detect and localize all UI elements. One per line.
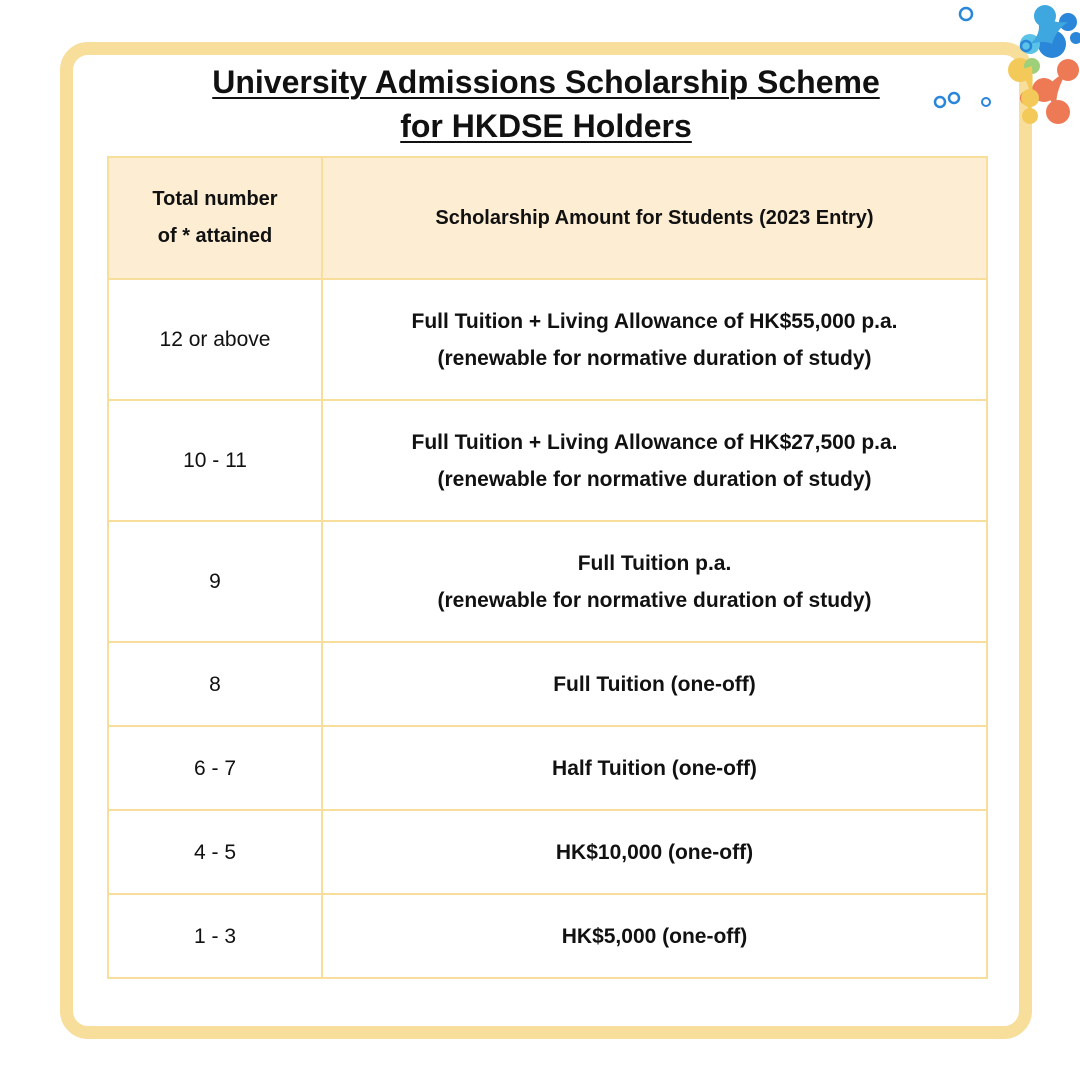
header-col1-line2: of * attained	[157, 225, 273, 247]
row-count: 9	[108, 521, 322, 642]
row-count: 1 - 3	[108, 894, 322, 978]
amount-line1: Full Tuition + Living Allowance of HK$27,500 p.a.	[411, 430, 898, 454]
row-amount	[322, 279, 987, 400]
row-count: 6 - 7	[108, 726, 322, 810]
table-row	[108, 279, 987, 400]
row-amount: HK$5,000 (one-off)	[322, 894, 987, 978]
page-title	[0, 60, 1080, 148]
scholarship-table	[107, 156, 988, 979]
row-count: 12 or above	[108, 279, 322, 400]
table-header-row	[108, 157, 987, 279]
table-row	[108, 642, 987, 726]
amount-line1: Full Tuition p.a.	[577, 551, 732, 575]
table-row	[108, 726, 987, 810]
row-amount: Half Tuition (one-off)	[322, 726, 987, 810]
header-col1-line1: Total number	[152, 188, 278, 210]
row-count: 8	[108, 642, 322, 726]
amount-line2: (renewable for normative duration of study)	[437, 467, 872, 491]
table-row	[108, 521, 987, 642]
row-amount: Full Tuition (one-off)	[322, 642, 987, 726]
row-count: 10 - 11	[108, 400, 322, 521]
row-count: 4 - 5	[108, 810, 322, 894]
header-scholarship-amount: Scholarship Amount for Students (2023 Entry)	[322, 157, 987, 279]
row-amount: HK$10,000 (one-off)	[322, 810, 987, 894]
row-amount	[322, 400, 987, 521]
amount-line2: (renewable for normative duration of study)	[437, 588, 872, 612]
table-row	[108, 400, 987, 521]
row-amount	[322, 521, 987, 642]
amount-line1: Full Tuition + Living Allowance of HK$55,000 p.a.	[411, 309, 898, 333]
header-total-number	[108, 157, 322, 279]
amount-line2: (renewable for normative duration of study)	[437, 346, 872, 370]
title-line-2: for HKDSE Holders	[400, 108, 692, 144]
table-row	[108, 894, 987, 978]
table-row	[108, 810, 987, 894]
title-line-1: University Admissions Scholarship Scheme	[212, 64, 880, 100]
